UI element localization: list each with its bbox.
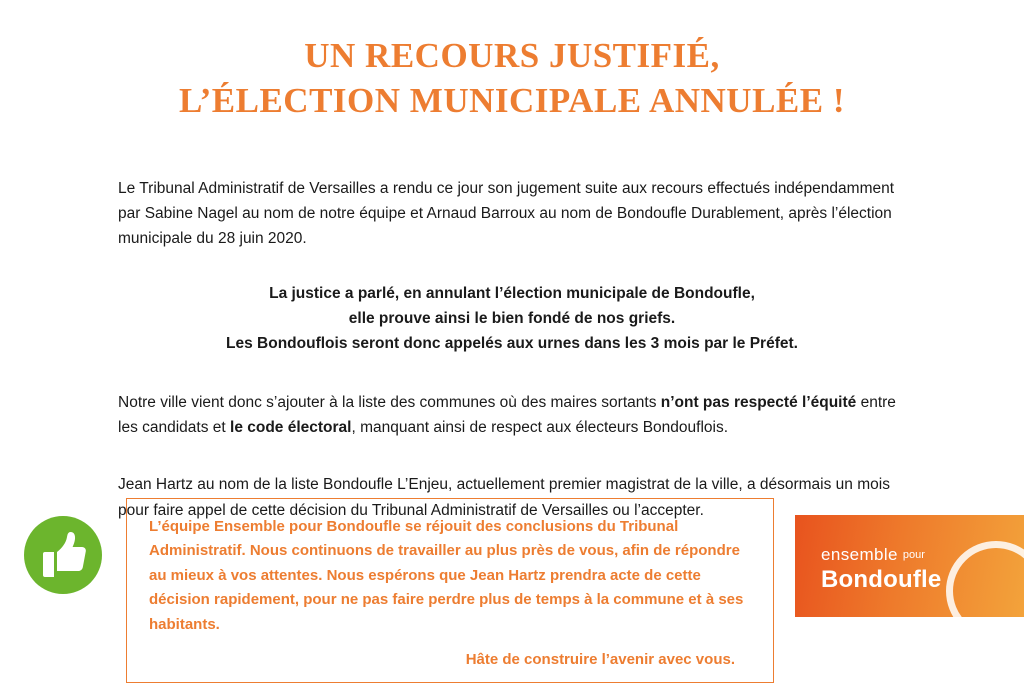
paragraph-equity-bold-2: le code électoral xyxy=(230,419,352,437)
logo-word-bondoufle: Bondoufle xyxy=(821,566,942,593)
logo-ring-icon xyxy=(946,541,1024,617)
paragraph-equity-part-3: , manquant ainsi de respect aux électeurs Bondouflois. xyxy=(351,419,729,437)
highlight-line-3: Les Bondouflois seront donc appelés aux urnes dans les 3 mois par le Préfet. xyxy=(226,335,798,353)
quote-signature: Hâte de construire l’avenir avec vous. xyxy=(465,651,735,669)
logo-text xyxy=(821,545,941,594)
title-line-1: UN RECOURS JUSTIFIÉ, xyxy=(304,36,720,75)
page-title xyxy=(0,0,1024,124)
paragraph-intro: Le Tribunal Administratif de Versailles a rendu ce jour son jugement suite aux recours effectués indépendamment par Sabine Nagel au nom de notre équipe et Arnaud Barroux au nom de Bondoufle Durablement, après l’élection municipale du 28 juin 2020. xyxy=(118,179,895,247)
body-content xyxy=(0,176,1024,523)
logo-word-pour: pour xyxy=(902,549,925,561)
logo-word-ensemble: ensemble xyxy=(821,545,898,564)
paragraph-equity-part-1: Notre ville vient donc s’ajouter à la liste des communes où des maires sortants xyxy=(118,394,661,412)
paragraph-equity-bold-1: n’ont pas respecté l’équité xyxy=(660,394,857,412)
bottom-section xyxy=(0,498,1024,673)
quote-box xyxy=(126,498,774,683)
quote-text: L’équipe Ensemble pour Bondoufle se réjouit des conclusions du Tribunal Administratif. Nous continuons de travailler au plus près de vous, afin de répondre au mieux à vos attentes. Nous espérons que Jean Hartz prendra acte de cette décision rapidement, pour ne pas faire perdre plus de temps à la commune et à ses habitants. xyxy=(149,518,744,633)
highlight-block xyxy=(118,281,906,356)
highlight-line-1: La justice a parlé, en annulant l’élection municipale de Bondoufle, xyxy=(269,284,755,302)
thumbs-up-circle xyxy=(24,516,102,594)
logo-area xyxy=(774,498,1024,617)
thumbs-up-badge xyxy=(0,498,126,594)
paragraph-equity xyxy=(118,390,906,440)
paragraph-equity-part-2: entre les candidats et xyxy=(118,394,896,437)
title-line-2: L’ÉLECTION MUNICIPALE ANNULÉE ! xyxy=(178,80,846,120)
highlight-line-2: elle prouve ainsi le bien fondé de nos griefs. xyxy=(348,310,676,328)
paragraph-appeal: Jean Hartz au nom de la liste Bondoufle L’Enjeu, actuellement premier magistrat de la ville, a désormais un mois pour faire appel de cette décision du Tribunal Administratif de Versailles ou l’accepter. xyxy=(118,476,890,519)
ensemble-pour-bondoufle-logo xyxy=(795,515,1024,617)
